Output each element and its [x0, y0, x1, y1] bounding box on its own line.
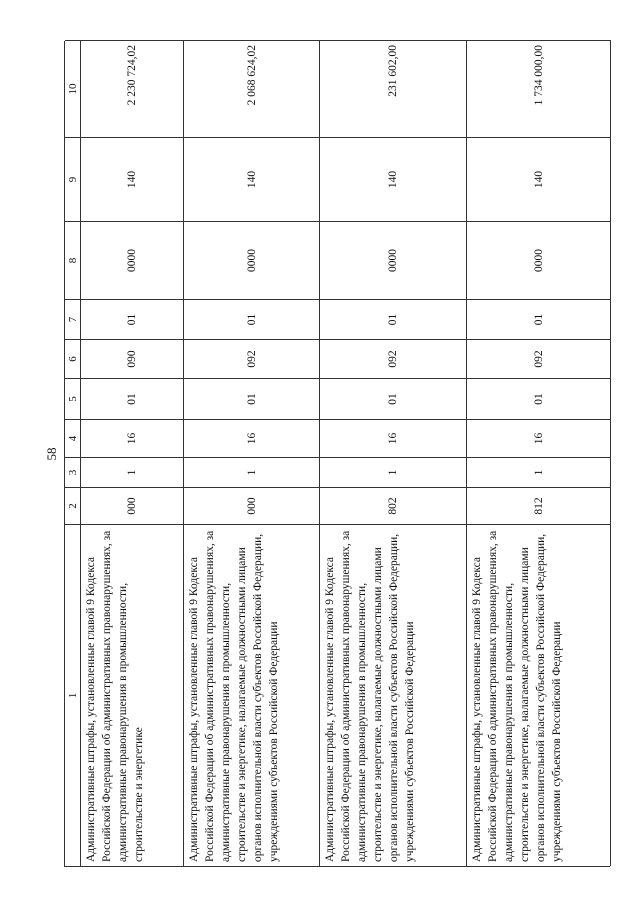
row-description: Административные штрафы, установленные главой 9 Кодекса Российской Федерации об административных правонарушениях, за административные правонарушения в промышленности, строительстве и энергетике, налагаемые должностными лицами органов исполнительной власти субъектов Российской Федерации, учреждениями субъектов Российской Федерации: [467, 524, 611, 866]
code-article: 01: [81, 378, 184, 419]
header-cell-3: 3: [65, 457, 81, 487]
header-cell-8: 8: [65, 221, 81, 299]
code-subgroup: 16: [320, 419, 467, 457]
code-program: 0000: [184, 221, 320, 299]
code-subarticle: 090: [81, 339, 184, 378]
code-subgroup: 16: [81, 419, 184, 457]
code-group: 1: [184, 457, 320, 487]
header-cell-5: 5: [65, 378, 81, 419]
code-article: 01: [320, 378, 467, 419]
code-element: 01: [467, 299, 611, 339]
code-subarticle: 092: [467, 339, 611, 378]
code-admin: 812: [467, 487, 611, 524]
code-article: 01: [184, 378, 320, 419]
header-cell-10: 10: [65, 40, 81, 137]
code-group: 1: [81, 457, 184, 487]
header-cell-1: 1: [65, 524, 81, 866]
header-cell-2: 2: [65, 487, 81, 524]
code-program: 0000: [81, 221, 184, 299]
code-group: 1: [320, 457, 467, 487]
header-cell-9: 9: [65, 137, 81, 221]
amount: 1 734 000,00: [467, 40, 611, 137]
code-kosgu: 140: [467, 137, 611, 221]
row-description: Административные штрафы, установленные главой 9 Кодекса Российской Федерации об административных правонарушениях, за административные правонарушения в промышленности, строительстве и энергетике, налагаемые должностными лицами органов исполнительной власти субъектов Российской Федерации, учреждениями субъектов Российской Федерации: [320, 524, 467, 866]
row-description: Административные штрафы, установленные главой 9 Кодекса Российской Федерации об административных правонарушениях, за административные правонарушения в промышленности, строительстве и энергетике: [81, 524, 184, 866]
amount: 2 068 624,02: [184, 40, 320, 137]
code-admin: 000: [81, 487, 184, 524]
code-element: 01: [320, 299, 467, 339]
code-program: 0000: [467, 221, 611, 299]
code-subgroup: 16: [467, 419, 611, 457]
code-kosgu: 140: [320, 137, 467, 221]
amount: 231 602,00: [320, 40, 467, 137]
page-number: 58: [44, 447, 59, 461]
budget-table: [64, 41, 610, 867]
header-cell-4: 4: [65, 419, 81, 457]
code-program: 0000: [320, 221, 467, 299]
header-cell-6: 6: [65, 339, 81, 378]
code-kosgu: 140: [81, 137, 184, 221]
header-cell-7: 7: [65, 299, 81, 339]
code-kosgu: 140: [184, 137, 320, 221]
amount: 2 230 724,02: [81, 40, 184, 137]
code-subarticle: 092: [184, 339, 320, 378]
rotated-page: [36, 41, 608, 867]
code-subgroup: 16: [184, 419, 320, 457]
code-subarticle: 092: [320, 339, 467, 378]
code-admin: 802: [320, 487, 467, 524]
code-group: 1: [467, 457, 611, 487]
row-description: Административные штрафы, установленные главой 9 Кодекса Российской Федерации об административных правонарушениях, за административные правонарушения в промышленности, строительстве и энергетике, налагаемые должностными лицами органов исполнительной власти субъектов Российской Федерации, учреждениями субъектов Российской Федерации: [184, 524, 320, 866]
code-admin: 000: [184, 487, 320, 524]
code-element: 01: [81, 299, 184, 339]
code-element: 01: [184, 299, 320, 339]
code-article: 01: [467, 378, 611, 419]
